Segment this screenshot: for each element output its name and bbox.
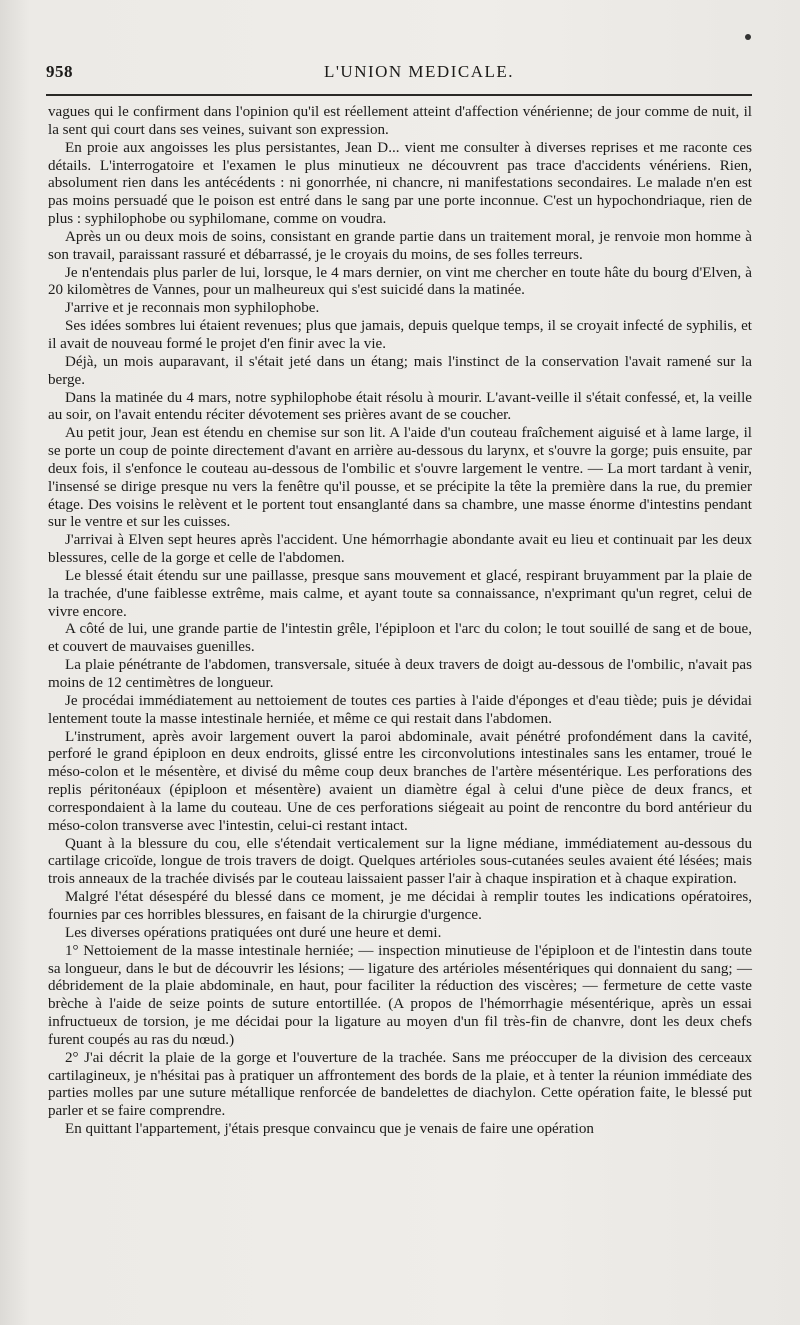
header-rule	[46, 94, 752, 96]
paragraph: Ses idées sombres lui étaient revenues; plus que jamais, depuis quelque temps, il se croyait infecté de syphilis, et il avait de nouveau formé le projet d'en finir avec la vie.	[48, 318, 752, 352]
paragraph: Je n'entendais plus parler de lui, lorsque, le 4 mars dernier, on vint me chercher en toute hâte du bourg d'Elven, à 20 kilomètres de Vannes, pour un malheureux qui s'est suicidé dans la matinée.	[48, 264, 752, 299]
article-body	[48, 104, 752, 1139]
paragraph: Quant à la blessure du cou, elle s'étendait verticalement sur la ligne médiane, immédiatement au-dessous du cartilage cricoïde, longue de trois travers de doigt. Quelques artérioles sous-cutanées seules avaient été lésées; mais trois anneaux de la trachée divisés par le couteau laissaient passer l'air à chaque inspiration et à chaque expiration.	[48, 835, 752, 888]
paragraph: En proie aux angoisses les plus persistantes, Jean D... vient me consulter à diverses reprises et me raconte ces détails. L'interrogatoire et l'examen le plus minutieux ne découvrent pas trace d'accidents vénériens. Rien, absolument rien dans les antécédents : ni gonorrhée, ni chancre, ni manifestations secondaires. Le malade n'en est pas moins persuadé que le poison est entré dans le sang par une porte inconnue. C'est un hypochondriaque, rien de plus : syphilophobe ou syphilomane, comme on voudra.	[48, 139, 752, 228]
paragraph: vagues qui le confirment dans l'opinion qu'il est réellement atteint d'affection vénérienne; de jour comme de nuit, il la sent qui court dans ses veines, suivant son expression.	[48, 104, 752, 138]
paragraph: A côté de lui, une grande partie de l'intestin grêle, l'épiploon et l'arc du colon; le tout souillé de sang et de boue, et couvert de mauvaises guenilles.	[48, 621, 752, 656]
running-title: L'UNION MEDICALE.	[323, 62, 515, 81]
page-number: 958	[46, 62, 73, 81]
paragraph: Déjà, un mois auparavant, il s'était jeté dans un étang; mais l'instinct de la conservation l'avait ramené sur la berge.	[48, 353, 752, 388]
paragraph: 1° Nettoiement de la masse intestinale herniée; — inspection minutieuse de l'épiploon et de l'intestin dans toute sa longueur, dans le but de découvrir les lésions; — ligature des artérioles mésentériques qui donnaient du sang; — débridement de la plaie abdominale, en haut, pour faciliter la réduction des viscères; — fermeture de cette vaste brèche à l'aide de seize points de suture entortillée. (A propos de l'hémorrhagie mésentérique, après un essai infructueux de torsion, je me décidai pour la ligature au moyen d'un fil très-fin de chanvre, dont les deux chefs furent coupés au ras du nœud.)	[48, 942, 752, 1048]
paragraph: La plaie pénétrante de l'abdomen, transversale, située à deux travers de doigt au-dessous de l'ombilic, n'avait pas moins de 12 centimètres de longueur.	[48, 657, 752, 691]
page-header	[46, 62, 752, 88]
paragraph: 2° J'ai décrit la plaie de la gorge et l'ouverture de la trachée. Sans me préoccuper de la division des cerceaux cartilagineux, je n'hésitai pas à pratiquer un affrontement des bords de la plaie, et à tenter la réunion immédiate des parties molles par une suture métallique renforcée de bandelettes de diachylon. Cette opération faite, le blessé put parler et se faire comprendre.	[48, 1049, 752, 1120]
paragraph: J'arrive et je reconnais mon syphilophobe.	[65, 300, 320, 317]
paragraph: Le blessé était étendu sur une paillasse, presque sans mouvement et glacé, respirant bruyamment par la plaie de la trachée, d'une faiblesse extrême, mais calme, et ayant toute sa connaissance, n'exprimant qu'un regret, celui de vivre encore.	[48, 567, 752, 620]
paragraph: Je procédai immédiatement au nettoiement de toutes ces parties à l'aide d'éponges et d'eau tiède; puis je dévidai lentement toute la masse intestinale herniée, et même ce qui restait dans l'abdomen.	[48, 692, 752, 727]
paragraph: L'instrument, après avoir largement ouvert la paroi abdominale, avait pénétré profondément dans la cavité, perforé le grand épiploon en deux endroits, glissé entre les circonvolutions intestinales sans les entamer, troué le méso-colon et le mésentère, et divisé du même coup deux branches de l'artère mésentérique. Les perforations des replis péritonéaux (épiploon et mésentère) avaient un diamètre égal à celui d'une pièce de deux francs, et correspondaient à la lame du couteau. Une de ces perforations siégeait au point de rencontre du bord antérieur du méso-colon transverse avec l'intestin, celui-ci restant intact.	[48, 728, 752, 834]
paragraph: Malgré l'état désespéré du blessé dans ce moment, je me décidai à remplir toutes les indications opératoires, fournies par ces horribles blessures, en faisant de la chirurgie d'urgence.	[48, 889, 752, 923]
paragraph: Après un ou deux mois de soins, consistant en grande partie dans un traitement moral, je renvoie mon homme à son travail, paraissant rassuré et débarrassé, je le croyais du moins, de ses folles terreurs.	[48, 228, 752, 263]
paragraph: Dans la matinée du 4 mars, notre syphilophobe était résolu à mourir. L'avant-veille il s'était confessé, et, la veille au soir, on l'avait entendu réciter dévotement ses prières avant de se coucher.	[48, 389, 752, 424]
paragraph: Les diverses opérations pratiquées ont duré une heure et demi.	[65, 924, 442, 941]
ink-spot	[745, 34, 751, 40]
paragraph: J'arrivai à Elven sept heures après l'accident. Une hémorrhagie abondante avait eu lieu et continuait par les deux blessures, celle de la gorge et celle de l'abdomen.	[48, 532, 752, 567]
paragraph: En quittant l'appartement, j'étais presque convaincu que je venais de faire une opération	[65, 1121, 594, 1138]
paragraph: Au petit jour, Jean est étendu en chemise sur son lit. A l'aide d'un couteau fraîchement aiguisé et à lame large, il se porte un coup de pointe directement d'avant en arrière au-dessous du larynx, et s'ouvre la gorge; puis ensuite, par deux fois, il s'enfonce le couteau au-dessous de l'ombilic et s'ouvre largement le ventre. — La mort tardant à venir, l'insensé se dirige presque nu vers la fenêtre qu'il pousse, et se précipite la tête la première dans la rue, du premier étage. Des voisins le relèvent et le portent tout ensanglanté dans sa chambre, une masse énorme d'intestins pendant sur le ventre et sur les cuisses.	[48, 425, 752, 531]
